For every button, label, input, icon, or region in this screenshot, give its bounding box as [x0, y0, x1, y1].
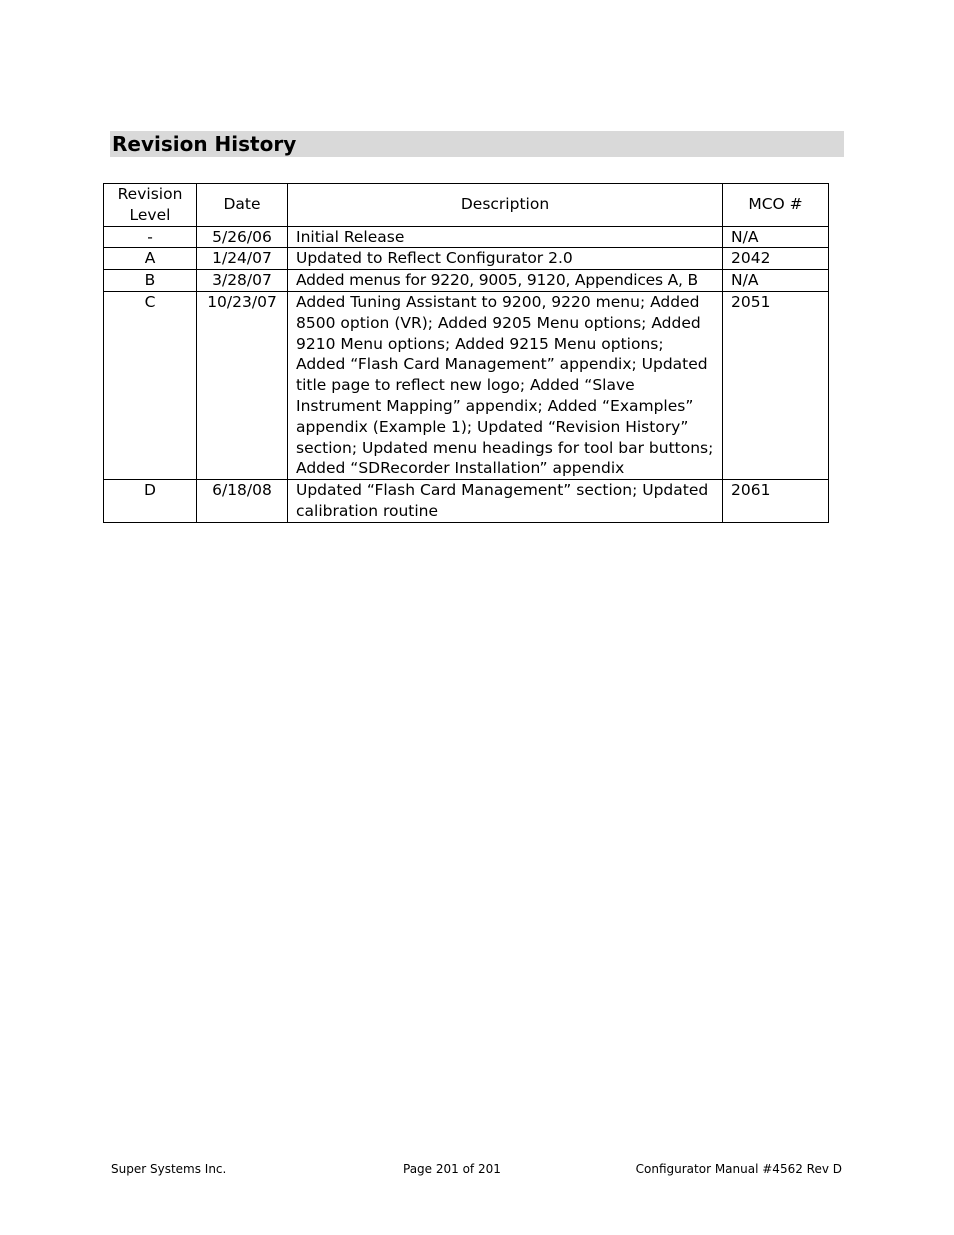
- footer-page-number: Page 201 of 201: [403, 1162, 501, 1176]
- cell-mco: 2051: [723, 291, 829, 479]
- revision-history-table: [103, 183, 829, 523]
- table-row: [104, 226, 829, 248]
- cell-date: 3/28/07: [197, 270, 288, 292]
- section-title: Revision History: [112, 132, 297, 156]
- header-date: Date: [197, 184, 288, 227]
- header-description: Description: [288, 184, 723, 227]
- cell-mco: N/A: [723, 226, 829, 248]
- header-mco: MCO #: [723, 184, 829, 227]
- cell-level: B: [104, 270, 197, 292]
- section-heading-bar: [110, 131, 844, 157]
- cell-description: Added Tuning Assistant to 9200, 9220 menu; Added 8500 option (VR); Added 9205 Menu options; Added 9210 Menu options; Added 9215 Menu options; Added “Flash Card Management” appendix; Updated title page to reflect new logo; Added “Slave Instrument Mapping” appendix; Added “Examples” appendix (Example 1); Updated “Revision History” section; Updated menu headings for tool bar buttons; Added “SDRecorder Installation” appendix: [288, 291, 723, 479]
- cell-date: 10/23/07: [197, 291, 288, 479]
- footer-company: Super Systems Inc.: [111, 1162, 227, 1176]
- cell-date: 6/18/08: [197, 480, 288, 523]
- cell-level: -: [104, 226, 197, 248]
- table-header-row: [104, 184, 829, 227]
- table-row: [104, 270, 829, 292]
- cell-mco: N/A: [723, 270, 829, 292]
- header-revision-level: Revision Level: [104, 184, 197, 227]
- cell-mco: 2042: [723, 248, 829, 270]
- cell-level: C: [104, 291, 197, 479]
- cell-description: Added menus for 9220, 9005, 9120, Appendices A, B: [288, 270, 723, 292]
- table-row: [104, 480, 829, 523]
- table-row: [104, 291, 829, 479]
- cell-level: A: [104, 248, 197, 270]
- table-row: [104, 248, 829, 270]
- cell-description: Updated to Reflect Configurator 2.0: [288, 248, 723, 270]
- cell-date: 5/26/06: [197, 226, 288, 248]
- cell-level: D: [104, 480, 197, 523]
- footer-manual-title: Configurator Manual #4562 Rev D: [635, 1162, 842, 1176]
- cell-description: Updated “Flash Card Management” section; Updated calibration routine: [288, 480, 723, 523]
- cell-date: 1/24/07: [197, 248, 288, 270]
- cell-mco: 2061: [723, 480, 829, 523]
- cell-description: Initial Release: [288, 226, 723, 248]
